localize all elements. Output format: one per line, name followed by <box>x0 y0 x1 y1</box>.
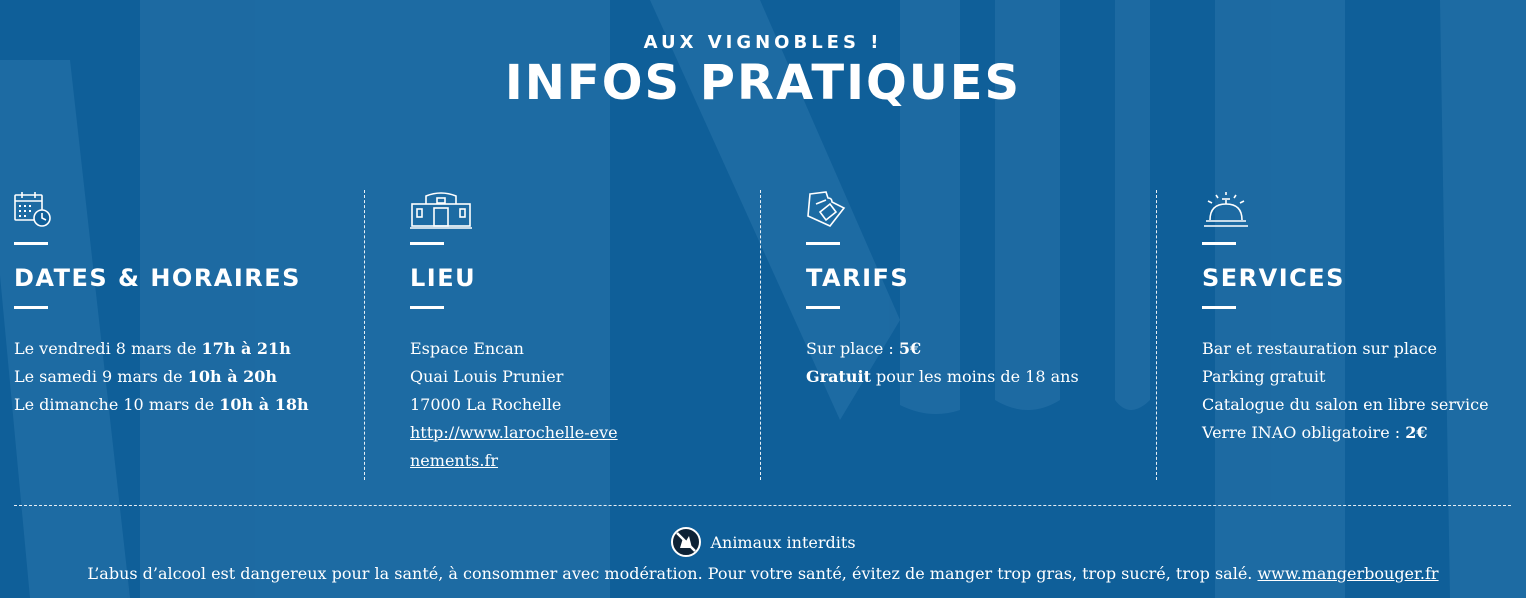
title-rule <box>14 306 48 309</box>
disclaimer-text: L’abus d’alcool est dangereux pour la santé, à consommer avec modération. Pour votre santé, évitez de manger trop gras, trop sucré, trop salé. <box>87 564 1253 583</box>
venue-website-link[interactable]: http://www.larochelle-evenements.fr <box>410 423 618 470</box>
column-lines <box>410 335 760 475</box>
info-columns <box>14 190 1511 480</box>
title-rule <box>1202 306 1236 309</box>
schedule-line <box>14 363 364 391</box>
address-line: Espace Encan <box>410 339 524 358</box>
section-header <box>0 32 1526 111</box>
line-text: Sur place : <box>806 339 899 358</box>
health-disclaimer <box>0 564 1526 583</box>
price-line <box>806 335 1156 363</box>
service-line: Bar et restauration sur place <box>1202 339 1437 358</box>
mangerbouger-link[interactable]: www.mangerbouger.fr <box>1257 564 1439 583</box>
line-text: pour les moins de 18 ans <box>870 367 1079 386</box>
column-lines <box>806 335 1156 391</box>
service-line <box>1202 419 1522 447</box>
building-icon <box>410 190 472 230</box>
line-text: Le dimanche 10 mars de <box>14 395 220 414</box>
column-lines <box>14 335 364 419</box>
address-line: Quai Louis Prunier <box>410 367 564 386</box>
column-title: TARIFS <box>806 264 910 292</box>
animals-text: Animaux interdits <box>710 532 856 552</box>
ticket-icon <box>806 190 868 230</box>
service-bell-icon <box>1202 190 1264 230</box>
line-text: Le samedi 9 mars de <box>14 367 188 386</box>
no-animals-icon <box>670 526 702 558</box>
footer-divider <box>14 505 1511 506</box>
column-lines <box>1202 335 1522 447</box>
line-bold: 17h à 21h <box>201 339 291 358</box>
column-divider <box>1156 190 1157 480</box>
title-rule <box>14 242 48 245</box>
column-title: SERVICES <box>1202 264 1345 292</box>
line-bold: Gratuit <box>806 367 871 386</box>
calendar-clock-icon <box>14 190 76 230</box>
section-title: INFOS PRATIQUES <box>504 55 1022 111</box>
schedule-line <box>14 335 364 363</box>
service-line: Parking gratuit <box>1202 367 1326 386</box>
footer <box>0 526 1526 583</box>
service-line: Catalogue du salon en libre service <box>1202 395 1489 414</box>
title-rule <box>410 242 444 245</box>
section-kicker: AUX VIGNOBLES ! <box>643 32 883 53</box>
title-rule <box>806 306 840 309</box>
title-rule <box>806 242 840 245</box>
line-bold: 5€ <box>898 339 922 358</box>
animals-notice <box>670 526 855 558</box>
column-lieu <box>410 190 760 480</box>
schedule-line <box>14 391 364 419</box>
column-divider <box>364 190 365 480</box>
price-line <box>806 363 1156 391</box>
title-rule <box>1202 242 1236 245</box>
line-text: Verre INAO obligatoire : <box>1202 423 1406 442</box>
line-bold: 10h à 18h <box>219 395 309 414</box>
column-dates <box>14 190 364 480</box>
column-title: DATES & HORAIRES <box>14 264 301 292</box>
address-line: 17000 La Rochelle <box>410 395 562 414</box>
column-title: LIEU <box>410 264 477 292</box>
title-rule <box>410 306 444 309</box>
column-divider <box>760 190 761 480</box>
line-text: Le vendredi 8 mars de <box>14 339 202 358</box>
line-bold: 2€ <box>1405 423 1428 442</box>
column-tarifs <box>806 190 1156 480</box>
line-bold: 10h à 20h <box>187 367 278 386</box>
column-services <box>1202 190 1522 480</box>
